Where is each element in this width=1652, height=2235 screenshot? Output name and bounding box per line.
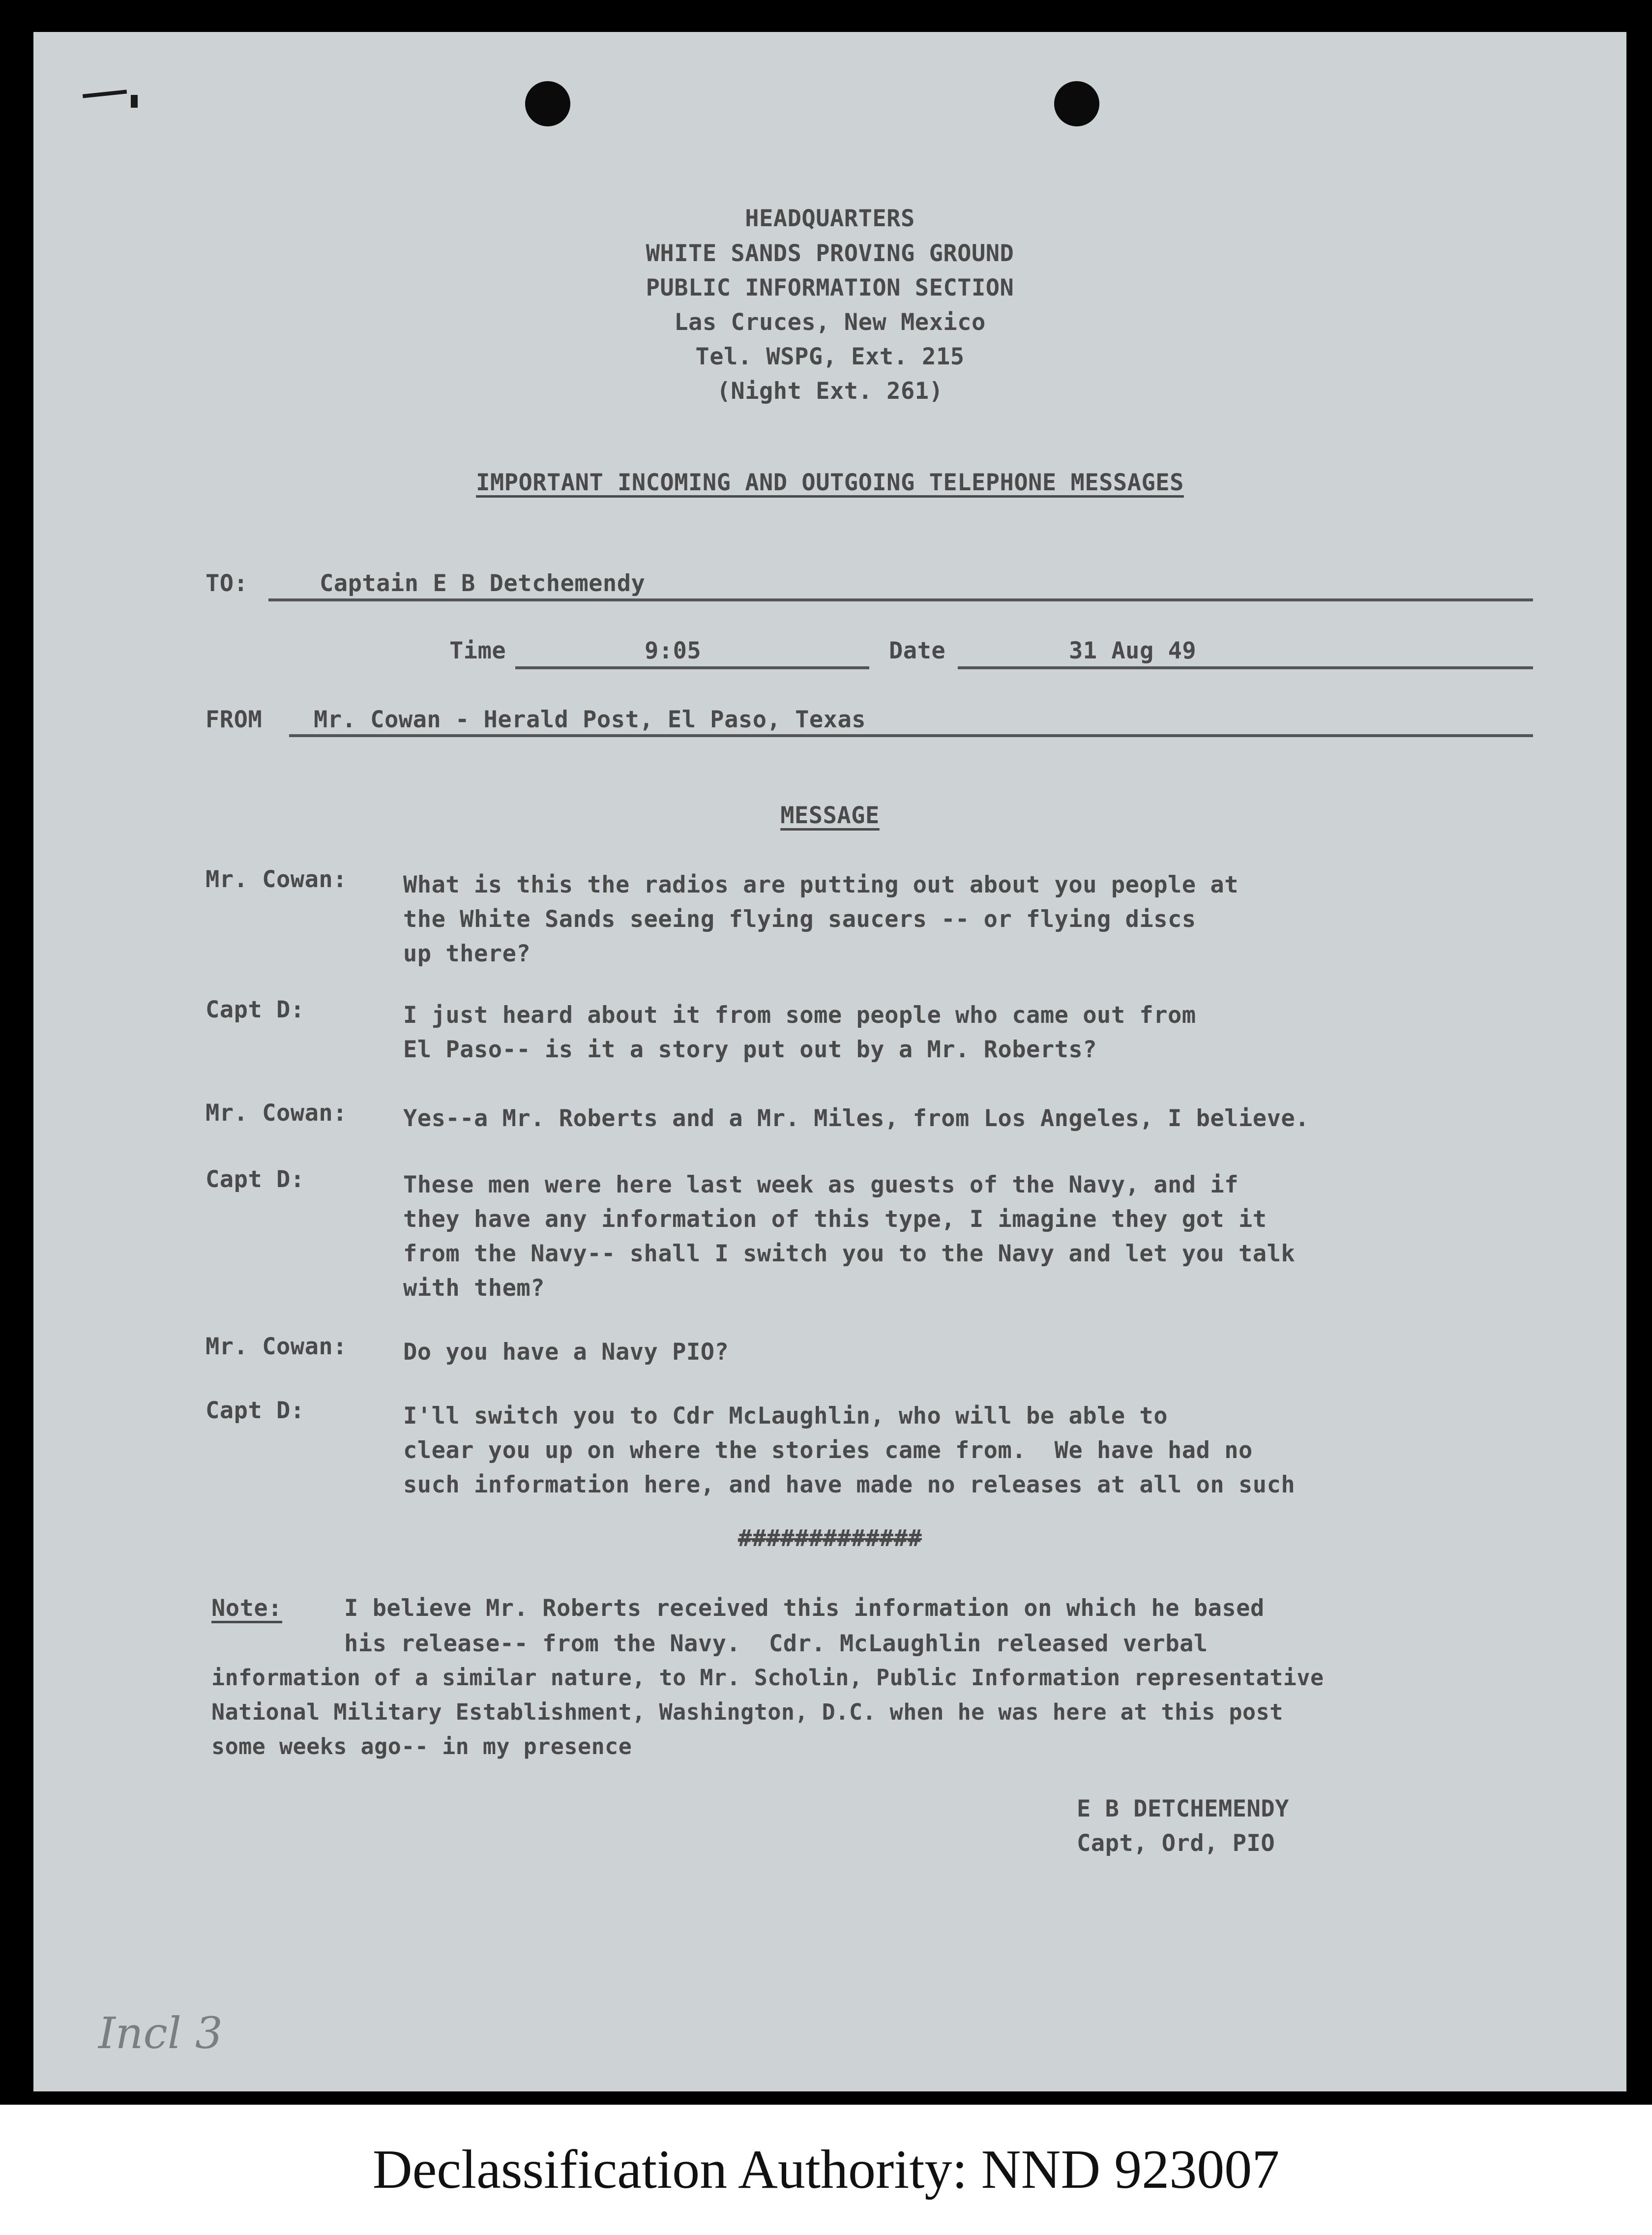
signature-title: Capt, Ord, PIO <box>1077 1830 1275 1857</box>
separator: ############# <box>738 1525 922 1552</box>
speaker-label: Mr. Cowan: <box>206 1100 347 1127</box>
note-line: his release-- from the Navy. Cdr. McLaughlin released verbal <box>344 1630 1208 1657</box>
header-line: PUBLIC INFORMATION SECTION <box>646 274 1014 301</box>
speaker-label: Capt D: <box>206 1166 305 1193</box>
speaker-label: Capt D: <box>206 996 305 1023</box>
header-line: WHITE SANDS PROVING GROUND <box>646 240 1014 267</box>
form-title: IMPORTANT INCOMING AND OUTGOING TELEPHONE MESSAGES <box>476 469 1184 496</box>
corner-mark <box>131 95 138 108</box>
speaker-label: Capt D: <box>206 1397 305 1424</box>
dialogue-text: Yes--a Mr. Roberts and a Mr. Miles, from Los Angeles, I believe. <box>403 1105 1309 1132</box>
handwritten-annotation: Incl 3 <box>98 2008 223 2058</box>
header-line: Tel. WSPG, Ext. 215 <box>695 343 965 370</box>
to-label: TO: <box>206 570 248 597</box>
time-value: 9:05 <box>645 637 702 664</box>
note-line: information of a similar nature, to Mr. Scholin, Public Information representative <box>211 1665 1324 1691</box>
header-line: Las Cruces, New Mexico <box>674 309 986 336</box>
to-value: Captain E B Detchemendy <box>320 570 646 597</box>
dialogue-text: I'll switch you to Cdr McLaughlin, who will be able to clear you up on where the stories came from. We have had no such information here, and have made no releases at all on such <box>403 1402 1296 1498</box>
date-value: 31 Aug 49 <box>1069 637 1197 664</box>
header-line: (Night Ext. 261) <box>716 378 944 405</box>
punch-hole-right <box>1054 81 1099 126</box>
document-page <box>33 32 1626 2091</box>
from-label: FROM <box>206 706 263 733</box>
punch-hole-left <box>525 81 570 126</box>
speaker-label: Mr. Cowan: <box>206 1333 347 1360</box>
signature-name: E B DETCHEMENDY <box>1077 1795 1289 1822</box>
dialogue-text: These men were here last week as guests of the Navy, and if they have any information of this type, I imagine they got it from the Navy-- shall I switch you to the Navy and let you talk with them? <box>403 1171 1296 1302</box>
message-heading: MESSAGE <box>780 802 880 829</box>
from-value: Mr. Cowan - Herald Post, El Paso, Texas <box>314 706 866 733</box>
from-line <box>289 734 1533 737</box>
time-label: Time <box>449 637 506 664</box>
note-line: I believe Mr. Roberts received this information on which he based <box>344 1595 1265 1622</box>
corner-mark <box>83 89 127 98</box>
date-line <box>958 666 1533 669</box>
date-label: Date <box>889 637 946 664</box>
header-line: HEADQUARTERS <box>745 205 915 232</box>
speaker-label: Mr. Cowan: <box>206 866 347 893</box>
declassification-footer: Declassification Authority: NND 923007 <box>0 2105 1652 2235</box>
note-line: National Military Establishment, Washington, D.C. when he was here at this post <box>211 1699 1283 1725</box>
dialogue-text: I just heard about it from some people who came out from El Paso-- is it a story put out by a Mr. Roberts? <box>403 1002 1196 1063</box>
note-label: Note: <box>211 1595 282 1622</box>
to-line <box>268 598 1533 601</box>
note-line: some weeks ago-- in my presence <box>211 1733 632 1759</box>
dialogue-text: Do you have a Navy PIO? <box>403 1339 729 1366</box>
dialogue-text: What is this the radios are putting out about you people at the White Sands seeing flying saucers -- or flying discs up there? <box>403 871 1239 967</box>
time-line <box>515 666 869 669</box>
